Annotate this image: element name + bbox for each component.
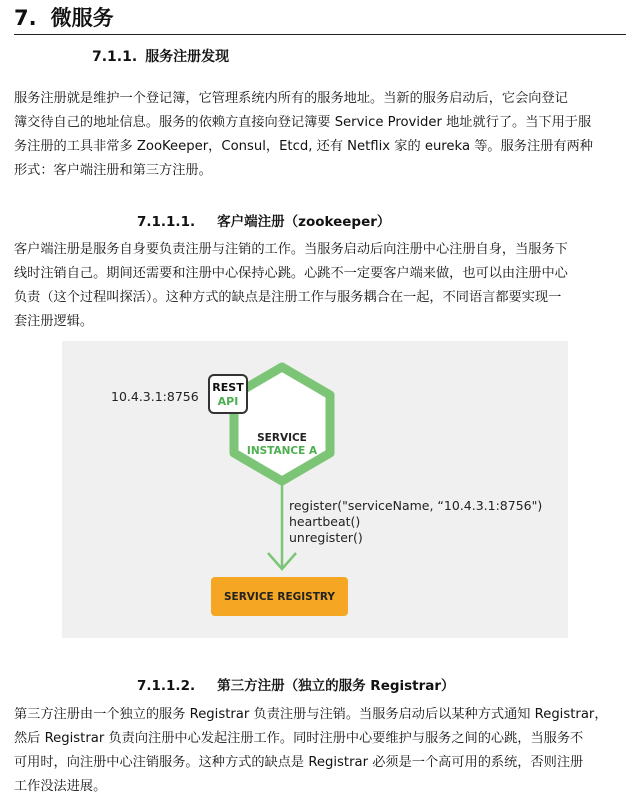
client-registration-diagram [62, 341, 568, 638]
heading-number: 7.1.1.1. [137, 214, 196, 230]
heading-number: 7.1.1.2. [137, 678, 196, 694]
registration-calls [289, 498, 542, 546]
register-call: register("serviceName, “10.4.3.1:8756") [289, 498, 543, 513]
heading-title: 第三方注册（独立的服务 Registrar） [217, 678, 455, 694]
text-line: 套注册逻辑。 [14, 314, 94, 329]
third-party-registration-heading [137, 674, 455, 694]
text-line: 可用时，向注册中心注销服务。这种方式的缺点是 Registrar 必须是一个高可用的系统，否则注册 [14, 755, 584, 770]
text-line: 簿交待自己的地址信息。服务的依赖方直接向登记簿要 Service Provider 地址就行了。当下用于服 [14, 115, 592, 130]
text-line: 线时注销自己。期间还需要和注册中心保持心跳。心跳不一定要客户端来做，也可以由注册中心 [14, 266, 568, 281]
service-label: SERVICE [257, 432, 307, 444]
third-party-registration-paragraph [14, 703, 626, 799]
client-registration-paragraph [14, 238, 626, 334]
text-line: 务注册的工具非常多 ZooKeeper，Consul，Etcd, 还有 Netflix 家的 eureka 等。服务注册有两种 [14, 139, 593, 154]
text-line: 然后 Registrar 负责向注册中心发起注册工作。同时注册中心要维护与服务之间的心跳，当服务不 [14, 731, 584, 746]
service-hexagon [234, 367, 330, 481]
service-instance-label [222, 432, 342, 458]
instance-label: INSTANCE A [246, 445, 318, 457]
section-number: 7. [14, 6, 37, 30]
rest-api-badge [208, 374, 248, 414]
registry-label: SERVICE REGISTRY [223, 590, 335, 603]
text-line: 服务注册就是维护一个登记簿，它管理系统内所有的服务地址。当新的服务启动后，它会向登记 [14, 91, 568, 106]
unregister-call: unregister() [289, 530, 363, 545]
client-registration-heading [137, 210, 390, 230]
heading-title: 客户端注册（zookeeper） [217, 214, 391, 230]
text-line: 形式：客户端注册和第三方注册。 [14, 163, 212, 178]
section-title: 微服务 [50, 6, 114, 30]
subsection-title: 服务注册发现 [145, 49, 230, 65]
api-label: API [217, 395, 239, 408]
text-line: 工作没法进展。 [14, 779, 107, 794]
service-address: 10.4.3.1:8756 [111, 389, 199, 404]
subsection-number: 7.1.1. [92, 49, 138, 65]
subsection-heading [92, 46, 229, 66]
text-line: 客户端注册是服务自身要负责注册与注销的工作。当服务启动后向注册中心注册自身，当服务下 [14, 242, 568, 257]
intro-paragraph [14, 87, 626, 183]
rest-label: REST [212, 381, 244, 394]
heartbeat-call: heartbeat() [289, 514, 361, 529]
text-line: 第三方注册由一个独立的服务 Registrar 负责注册与注销。当服务启动后以某种方式通知 Registrar， [14, 707, 608, 722]
section-heading [14, 4, 626, 35]
service-registry-box [211, 577, 348, 616]
text-line: 负责（这个过程叫探活）。这种方式的缺点是注册工作与服务耦合在一起，不同语言都要实现一 [14, 290, 562, 305]
